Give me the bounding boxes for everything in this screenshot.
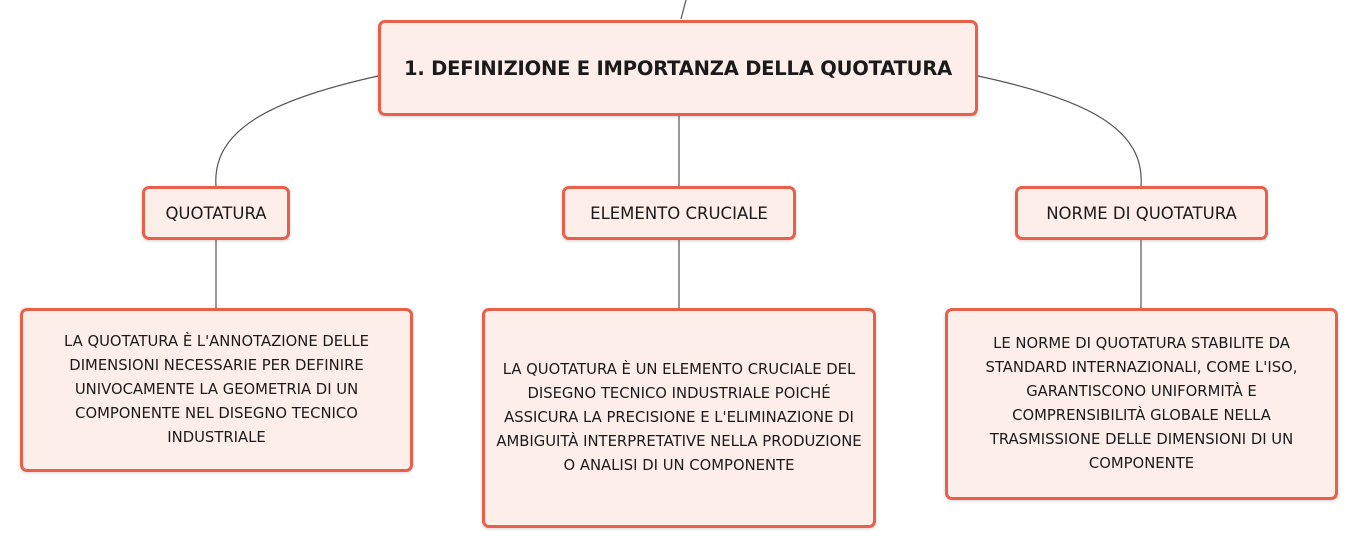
detail-node-elemento-cruciale[interactable] [482, 308, 876, 528]
connector-parent-to-root [681, 0, 686, 19]
topic-node-norme-di-quotatura[interactable] [1015, 186, 1268, 240]
detail-node-quotatura[interactable] [20, 308, 413, 472]
detail-node-norme-di-quotatura[interactable] [945, 308, 1338, 500]
topic-node-elemento-cruciale[interactable] [562, 186, 796, 240]
topic-label-elemento-cruciale: ELEMENTO CRUCIALE [590, 203, 768, 223]
root-topic-node[interactable] [378, 20, 978, 116]
topic-label-quotatura: QUOTATURA [165, 203, 267, 223]
detail-text-elemento-cruciale: LA QUOTATURA È UN ELEMENTO CRUCIALE DEL DISEGNO TECNICO INDUSTRIALE POICHÉ ASSICURA LA PRECISIONE E L'ELIMINAZIONE DI AMBIGUITÀ INTERPRETATIVE NELLA PRODUZIONE O ANALISI DI UN COMPONENTE [496, 361, 862, 474]
connector-root-to-norme [978, 76, 1141, 186]
connector-root-to-quotatura [216, 76, 378, 186]
detail-text-norme-di-quotatura: LE NORME DI QUOTATURA STABILITE DA STANDARD INTERNAZIONALI, COME L'ISO, GARANTISCONO UNIFORMITÀ E COMPRENSIBILITÀ GLOBALE NELLA TRASMISSIONE DELLE DIMENSIONI DI UN COMPONENTE [985, 335, 1298, 472]
topic-label-norme-di-quotatura: NORME DI QUOTATURA [1046, 203, 1237, 223]
topic-node-quotatura[interactable] [142, 186, 290, 240]
detail-text-quotatura: LA QUOTATURA È L'ANNOTAZIONE DELLE DIMENSIONI NECESSARIE PER DEFINIRE UNIVOCAMENTE LA GEOMETRIA DI UN COMPONENTE NEL DISEGNO TECNICO INDUSTRIALE [64, 333, 369, 446]
root-topic-label: 1. DEFINIZIONE E IMPORTANZA DELLA QUOTATURA [403, 56, 953, 80]
